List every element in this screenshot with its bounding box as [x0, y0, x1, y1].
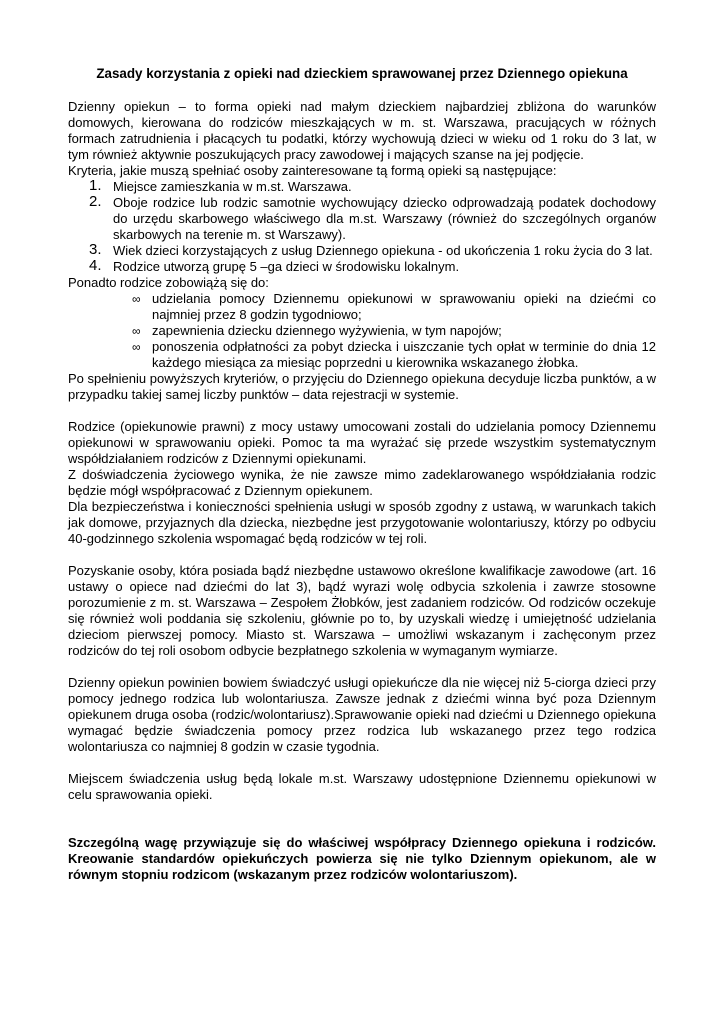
document-title: Zasady korzystania z opieki nad dzieckiem sprawowanej przez Dziennego opiekuna	[96, 66, 628, 81]
criteria-item	[68, 243, 656, 259]
criteria-number: 2.	[89, 193, 102, 210]
obligation-text: udzielania pomocy Dziennemu opiekunowi w sprawowaniu opieki na dziećmi co najmniej przez 8 godzin tygodniowo;	[152, 291, 656, 322]
obligation-text: ponoszenia odpłatności za pobyt dziecka i uiszczanie tych opłat w terminie do dnia 12 każdego miesiąca za miesiąc poprzedni u kierownika wskazanego żłobka.	[152, 339, 656, 370]
infinity-bullet-icon: ∞	[132, 324, 141, 338]
parents-paragraph-1: Rodzice (opiekunowie prawni) z mocy ustawy umocowani zostali do udzielania pomocy Dziennemu opiekunowi w sprawowaniu opieki. Pomoc ta ma wyrażać się przede wszystkim systematycznym współdziałaniem rodziców z Dziennymi opiekunami.	[68, 419, 656, 466]
criteria-item	[68, 259, 656, 275]
obligation-item	[68, 339, 656, 371]
closing-paragraph: Szczególną wagę przywiązuje się do właściwej współpracy Dziennego opiekuna i rodziców. Kreowanie standardów opiekuńczych powierza się nie tylko Dziennym opiekunom, ale w równym stopniu rodzicom (wskazanym przez rodziców wolontariuszom).	[68, 835, 656, 882]
criteria-number: 3.	[89, 241, 102, 258]
obligations-intro: Ponadto rodzice zobowiążą się do:	[68, 275, 269, 290]
obligation-item	[68, 291, 656, 323]
criteria-number: 1.	[89, 177, 102, 194]
paragraph-spacer	[68, 803, 656, 835]
criteria-list	[68, 179, 656, 275]
after-criteria-paragraph: Po spełnieniu powyższych kryteriów, o przyjęciu do Dziennego opiekuna decyduje liczba punktów, a w przypadku takiej samej liczby punktów – data rejestracji w systemie.	[68, 371, 656, 402]
paragraph-spacer	[68, 403, 656, 419]
criteria-text: Wiek dzieci korzystających z usług Dziennego opiekuna - od ukończenia 1 roku życia do 3 lat.	[113, 243, 653, 258]
intro-paragraph: Dzienny opiekun – to forma opieki nad małym dzieckiem najbardziej zbliżona do warunków domowych, kierowana do rodziców mieszkających w m. st. Warszawa, pracujących w różnych formach zatrudnienia i płacących tu podatki, którzy wychowują dzieci w wieku od 1 roku do 3 lat, w tym również aktywnie poszukujących pracy zawodowej i mających szanse na jej podjęcie.	[68, 99, 656, 162]
location-paragraph: Miejscem świadczenia usług będą lokale m.st. Warszawy udostępnione Dziennemu opiekunowi w celu sprawowania opieki.	[68, 771, 656, 802]
obligation-item	[68, 323, 656, 339]
paragraph-spacer	[68, 755, 656, 771]
criteria-text: Miejsce zamieszkania w m.st. Warszawa.	[113, 179, 352, 194]
paragraph-spacer	[68, 659, 656, 675]
infinity-bullet-icon: ∞	[132, 292, 141, 306]
document-page	[68, 66, 656, 883]
criteria-item	[68, 195, 656, 243]
paragraph-spacer	[68, 547, 656, 563]
criteria-text: Oboje rodzice lub rodzic samotnie wychowujący dziecko odprowadzają podatek dochodowy do urzędu skarbowego właściwego dla m.st. Warszawy (również do szczególnych organów skarbowych na terenie m. st Warszawy).	[113, 195, 656, 242]
criteria-text: Rodzice utworzą grupę 5 –ga dzieci w środowisku lokalnym.	[113, 259, 460, 274]
parents-paragraph-2: Z doświadczenia życiowego wynika, że nie zawsze mimo zadeklarowanego współdziałania rodzic będzie mógł współpracować z Dziennym opiekunem.	[68, 467, 656, 498]
capacity-paragraph: Dzienny opiekun powinien bowiem świadczyć usługi opiekuńcze dla nie więcej niż 5-ciorga dzieci przy pomocy jednego rodzica lub wolontariusza. Zawsze jednak z dziećmi winna być poza Dziennym opiekunem druga osoba (rodzic/wolontariusz).Sprawowanie opieki nad dziećmi u Dziennego opiekuna wymagać będzie świadczenia pomocy przez rodzica lub wskazanego przez tego rodzica wolontariusza co najmniej 8 godzin w czasie tygodnia.	[68, 675, 656, 754]
parents-paragraph-3: Dla bezpieczeństwa i konieczności spełnienia usługi w sposób zgodny z ustawą, w warunkach takich jak domowe, przyjaznych dla dziecka, niezbędne jest przygotowanie wolontariuszy, którzy po odbyciu 40-godzinnego szkolenia wspomagać będą rodziców w tej roli.	[68, 499, 656, 546]
obligation-text: zapewnienia dziecku dziennego wyżywienia, w tym napojów;	[152, 323, 502, 338]
recruitment-paragraph: Pozyskanie osoby, która posiada bądź niezbędne ustawowo określone kwalifikacje zawodowe (art. 16 ustawy o opiece nad dziećmi do lat 3), bądź wyrazi wolę odbycia szkolenia i zawrze stosowne porozumienie z m. st. Warszawa – Zespołem Żłobków, jest zadaniem rodziców. Od rodziców oczekuje się również woli poddania się szkoleniu, głównie po to, by uzyskali wiedzę i umiejętność udzielania dzieciom pierwszej pomocy. Miasto st. Warszawa – umożliwi wskazanym i zachęconym przez rodziców do tej roli osobom odbycie bezpłatnego szkolenia w wymaganym wymiarze.	[68, 563, 656, 658]
criteria-number: 4.	[89, 257, 102, 274]
criteria-intro: Kryteria, jakie muszą spełniać osoby zainteresowane tą formą opieki są następujące:	[68, 163, 557, 178]
infinity-bullet-icon: ∞	[132, 340, 141, 354]
obligations-list	[68, 291, 656, 371]
criteria-item	[68, 179, 656, 195]
